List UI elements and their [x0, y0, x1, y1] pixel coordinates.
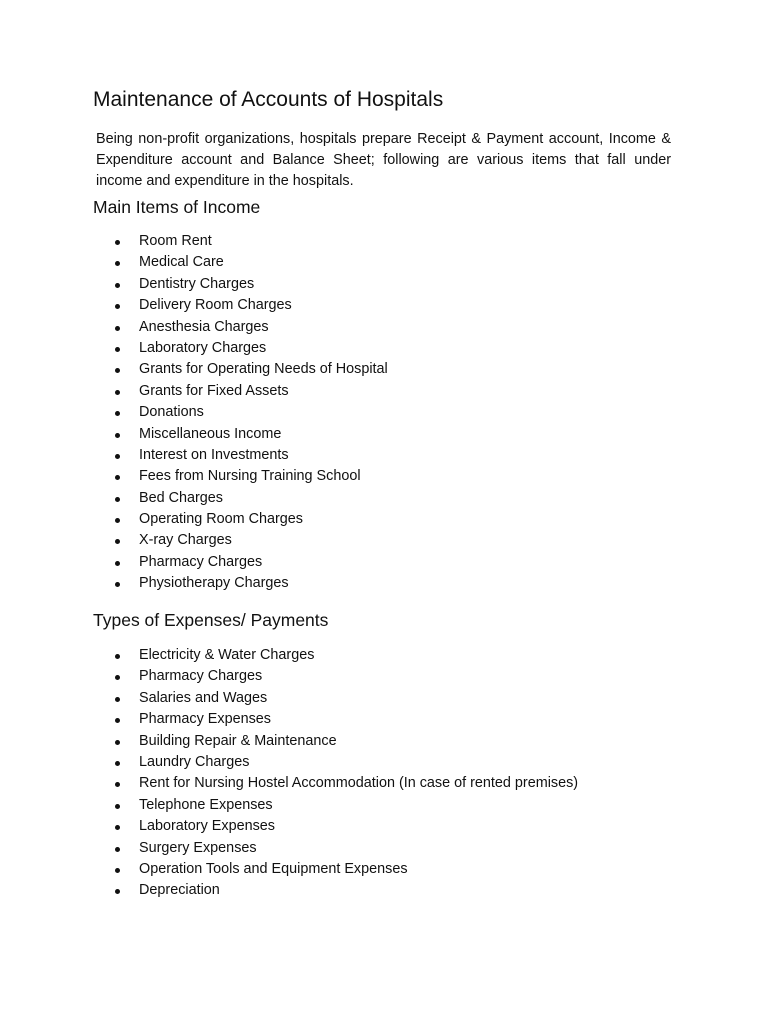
list-item-label: Donations [139, 404, 204, 421]
list-item [0, 274, 768, 295]
list-item-label: Laboratory Expenses [139, 818, 275, 835]
list-item [0, 795, 768, 816]
bullet-icon [115, 675, 120, 680]
list-item-label: Anesthesia Charges [139, 318, 269, 335]
bullet-icon [115, 561, 120, 566]
list-item-label: Surgery Expenses [139, 839, 257, 856]
list-item-label: X-ray Charges [139, 532, 232, 549]
list-item [0, 880, 768, 901]
list-item [0, 530, 768, 551]
bullet-icon [115, 304, 120, 309]
bullet-icon [115, 240, 120, 245]
list-item-label: Bed Charges [139, 489, 223, 506]
list-item-label: Fees from Nursing Training School [139, 468, 361, 485]
list-item-label: Physiotherapy Charges [139, 575, 289, 592]
bullet-icon [115, 582, 120, 587]
bullet-icon [115, 718, 120, 723]
list-item [0, 466, 768, 487]
list-item [0, 231, 768, 252]
bullet-icon [115, 411, 120, 416]
list-item-label: Pharmacy Expenses [139, 711, 271, 728]
income-section-heading: Main Items of Income [93, 197, 261, 217]
list-item [0, 424, 768, 445]
list-item [0, 381, 768, 402]
list-item [0, 752, 768, 773]
list-item-label: Operation Tools and Equipment Expenses [139, 860, 408, 877]
list-item [0, 688, 768, 709]
intro-paragraph: Being non-profit organizations, hospitals prepare Receipt & Payment account, Income & Expenditure account and Balance Sheet; following are various items that fall under income and expenditure in the hospitals. [96, 131, 671, 189]
bullet-icon [115, 283, 120, 288]
list-item [0, 402, 768, 423]
list-item [0, 552, 768, 573]
expenses-section-heading: Types of Expenses/ Payments [93, 610, 329, 630]
list-item-label: Miscellaneous Income [139, 425, 282, 442]
income-items-list [0, 231, 768, 595]
list-item [0, 859, 768, 880]
list-item-label: Operating Room Charges [139, 511, 303, 528]
list-item-label: Electricity & Water Charges [139, 647, 315, 663]
bullet-icon [115, 390, 120, 395]
list-item-label: Telephone Expenses [139, 796, 273, 813]
list-item [0, 709, 768, 730]
list-item-label: Pharmacy Charges [139, 668, 263, 685]
bullet-icon [115, 368, 120, 373]
list-item [0, 509, 768, 530]
list-item-label: Dentistry Charges [139, 275, 255, 292]
list-item-label: Depreciation [139, 882, 220, 899]
bullet-icon [115, 847, 120, 852]
list-item [0, 666, 768, 687]
list-item-label: Laboratory Charges [139, 339, 267, 356]
list-item [0, 488, 768, 509]
list-item-label: Room Rent [139, 233, 212, 249]
bullet-icon [115, 454, 120, 459]
bullet-icon [115, 697, 120, 702]
bullet-icon [115, 433, 120, 438]
list-item-label: Interest on Investments [139, 446, 289, 463]
list-item-label: Grants for Operating Needs of Hospital [139, 361, 388, 378]
bullet-icon [115, 497, 120, 502]
expense-items-list [0, 645, 768, 902]
list-item-label: Rent for Nursing Hostel Accommodation (In case of rented premises) [139, 775, 579, 792]
bullet-icon [115, 740, 120, 745]
list-item [0, 317, 768, 338]
list-item [0, 295, 768, 316]
bullet-icon [115, 261, 120, 266]
bullet-icon [115, 782, 120, 787]
list-item [0, 445, 768, 466]
list-item [0, 359, 768, 380]
list-item [0, 838, 768, 859]
bullet-icon [115, 825, 120, 830]
bullet-icon [115, 347, 120, 352]
list-item [0, 773, 768, 794]
bullet-icon [115, 654, 120, 659]
list-item [0, 573, 768, 594]
list-item [0, 731, 768, 752]
list-item-label: Pharmacy Charges [139, 553, 263, 570]
list-item [0, 816, 768, 837]
bullet-icon [115, 889, 120, 894]
list-item-label: Medical Care [139, 254, 224, 271]
list-item [0, 645, 768, 666]
bullet-icon [115, 518, 120, 523]
bullet-icon [115, 326, 120, 331]
list-item-label: Grants for Fixed Assets [139, 382, 289, 399]
bullet-icon [115, 804, 120, 809]
list-item-label: Laundry Charges [139, 753, 250, 770]
list-item-label: Salaries and Wages [139, 689, 268, 706]
bullet-icon [115, 539, 120, 544]
bullet-icon [115, 868, 120, 873]
list-item [0, 252, 768, 273]
bullet-icon [115, 475, 120, 480]
bullet-icon [115, 761, 120, 766]
document-title: Maintenance of Accounts of Hospitals [93, 88, 444, 111]
list-item [0, 338, 768, 359]
list-item-label: Building Repair & Maintenance [139, 732, 337, 749]
list-item-label: Delivery Room Charges [139, 297, 292, 314]
